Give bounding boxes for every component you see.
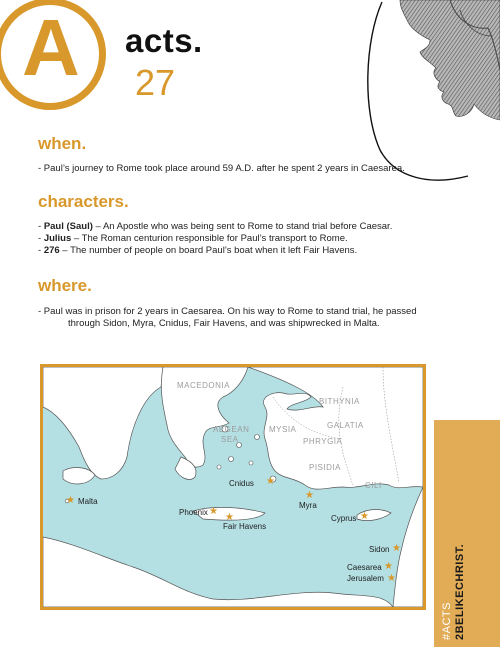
region-aegean: AEGEAN — [213, 425, 250, 434]
hashtag-text: #ACTS — [441, 602, 453, 640]
region-phrygia: PHRYGIA — [303, 437, 343, 446]
section-title-where: where. — [38, 276, 92, 295]
star-icon: ★ — [387, 573, 396, 584]
place-sidon: Sidon — [369, 545, 390, 554]
when-text: - Paul’s journey to Rome took place around 59 A.D. after he spent 2 years in Caesarea. — [38, 163, 405, 174]
star-icon: ★ — [266, 476, 275, 487]
region-sea: SEA — [221, 435, 239, 444]
region-galatia: GALATIA — [327, 421, 364, 430]
character-name: Paul (Saul) — [43, 221, 93, 232]
character-desc: – The Roman centurion responsible for Paul’s transport to Rome. — [71, 233, 348, 244]
star-icon: ★ — [225, 512, 234, 523]
place-caesarea: Caesarea — [347, 563, 382, 572]
place-fair-havens: Fair Havens — [223, 522, 267, 531]
where-text-line-2: through Sidon, Myra, Cnidus, Fair Havens, and was shipwrecked in Malta. — [68, 318, 380, 329]
place-myra: Myra — [299, 501, 317, 510]
character-desc: – An Apostle who was being sent to Rome to stand trial before Caesar. — [92, 221, 393, 232]
chapter-number: 27 — [135, 62, 176, 103]
place-cyprus: Cyprus — [331, 514, 357, 523]
region-cilicia: CILI — [365, 481, 382, 490]
place-malta: Malta — [78, 497, 98, 506]
region-pisidia: PISIDIA — [309, 463, 341, 472]
character-item: - Julius – The Roman centurion responsible for Paul’s transport to Rome. — [38, 233, 348, 244]
section-title-when: when. — [38, 134, 87, 153]
character-item: - 276 – The number of people on board Paul’s boat when it left Fair Havens. — [38, 245, 358, 256]
star-icon: ★ — [305, 490, 314, 501]
journey-map — [40, 364, 426, 610]
where-text-line-1: - Paul was in prison for 2 years in Caesarea. On his way to Rome to stand trial, he passed — [38, 306, 417, 317]
region-macedonia: MACEDONIA — [177, 381, 230, 390]
region-mysia: MYSIA — [269, 425, 297, 434]
handle-text: 2BELIKECHRIST. — [454, 543, 466, 640]
character-name: 276 — [43, 245, 60, 256]
place-cnidus: Cnidus — [229, 479, 254, 488]
character-item: - Paul (Saul) – An Apostle who was being sent to Rome to stand trial before Caesar. — [38, 221, 393, 232]
region-bithynia: BITHYNIA — [319, 397, 360, 406]
character-desc: – The number of people on board Paul’s boat when it left Fair Havens. — [59, 245, 358, 256]
logo-letter: A — [22, 3, 80, 92]
book-title: acts. — [125, 22, 203, 59]
place-phoenix: Phoenix — [179, 508, 208, 517]
star-icon: ★ — [360, 511, 369, 522]
star-icon: ★ — [392, 543, 401, 554]
character-name: Julius — [43, 233, 72, 244]
star-icon: ★ — [209, 506, 218, 517]
star-icon: ★ — [66, 495, 75, 506]
section-title-characters: characters. — [38, 192, 129, 211]
star-icon: ★ — [384, 561, 393, 572]
statue-head-illustration — [360, 0, 500, 185]
place-jerusalem: Jerusalem — [347, 574, 384, 583]
